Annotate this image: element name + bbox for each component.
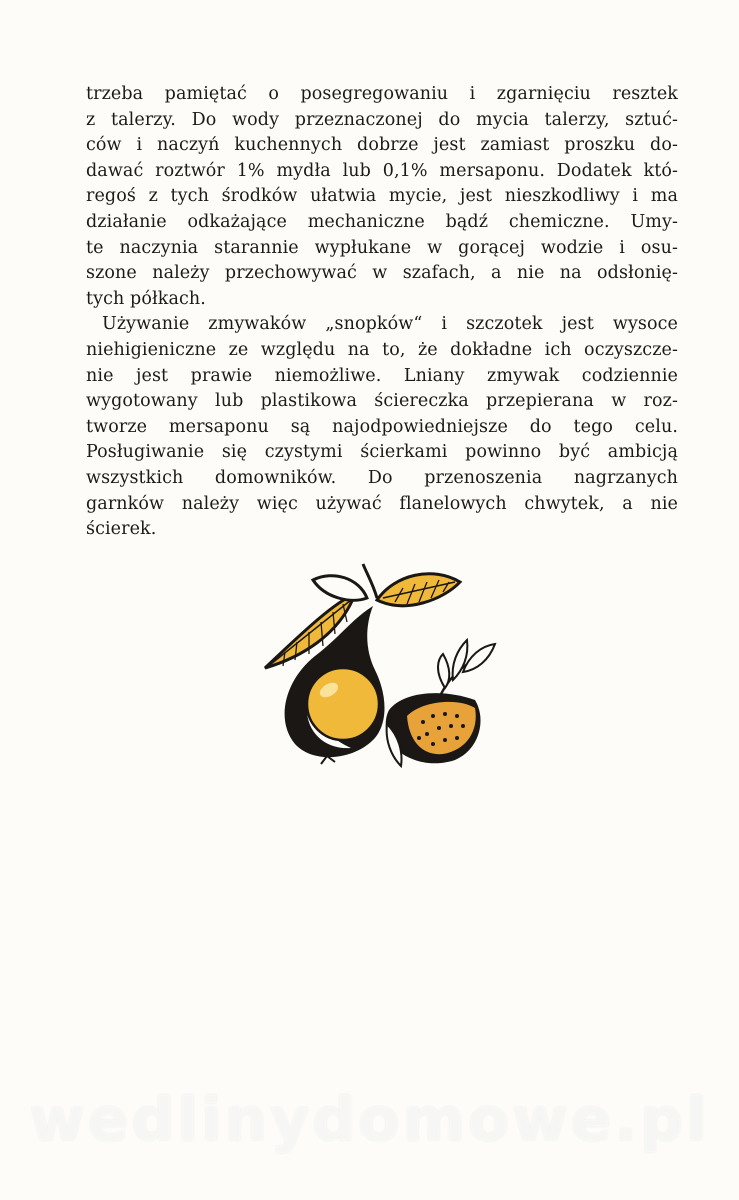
sprig-icon (438, 640, 495, 694)
watermark: wedlinydomowe.pl (29, 1085, 710, 1155)
text-line: garnków należy więc używać flanelowych chwytek, a nie (86, 493, 678, 514)
text-line: z talerzy. Do wody przeznaczonej do mycia talerzy, sztuć- (86, 109, 678, 130)
text-line: Posługiwanie się czystymi ścierkami powinno być ambicją (86, 442, 678, 463)
text-line: szone należy przechowywać w szafach, a nie na odsłonię- (86, 263, 678, 284)
text-line: regoś z tych środków ułatwia mycie, jest nieszkodliwy i ma (86, 186, 678, 207)
text-line: ców i naczyń kuchennych dobrze jest zamiast proszku do- (86, 135, 678, 156)
text-line: niehigieniczne ze względu na to, że dokładne ich oczyszcze- (86, 339, 678, 360)
text-line: te naczynia starannie wypłukane w gorącej wodzie i osu- (86, 237, 678, 258)
text-line: tworze mersaponu są najodpowiedniejsze do tego celu. (86, 416, 678, 437)
paragraph-1 (86, 82, 678, 312)
text-line: działanie odkażające mechaniczne bądź chemiczne. Umy- (86, 211, 678, 232)
text-line: ścierek. (86, 519, 157, 540)
paragraph-2 (86, 312, 678, 542)
text-line: Używanie zmywaków „snopków“ i szczotek jest wysoce (102, 314, 678, 335)
pear-and-fruit-icon (255, 560, 500, 775)
text-line: trzeba pamiętać o posegregowaniu i zgarnięciu resztek (86, 84, 678, 104)
text-line: wszystkich domowników. Do przenoszenia nagrzanych (86, 467, 678, 488)
text-line: tych półkach. (86, 288, 206, 309)
text-line: wygotowany lub plastikowa ściereczka przepierana w roz- (86, 391, 678, 412)
right-leaf-icon (377, 574, 460, 606)
body-text (86, 82, 678, 543)
text-line: dawać roztwór 1% mydła lub 0,1% mersaponu. Dodatek któ- (86, 160, 678, 181)
text-line: nie jest prawie niemożliwe. Lniany zmywak codziennie (86, 365, 678, 386)
cut-fruit-icon (386, 693, 481, 766)
